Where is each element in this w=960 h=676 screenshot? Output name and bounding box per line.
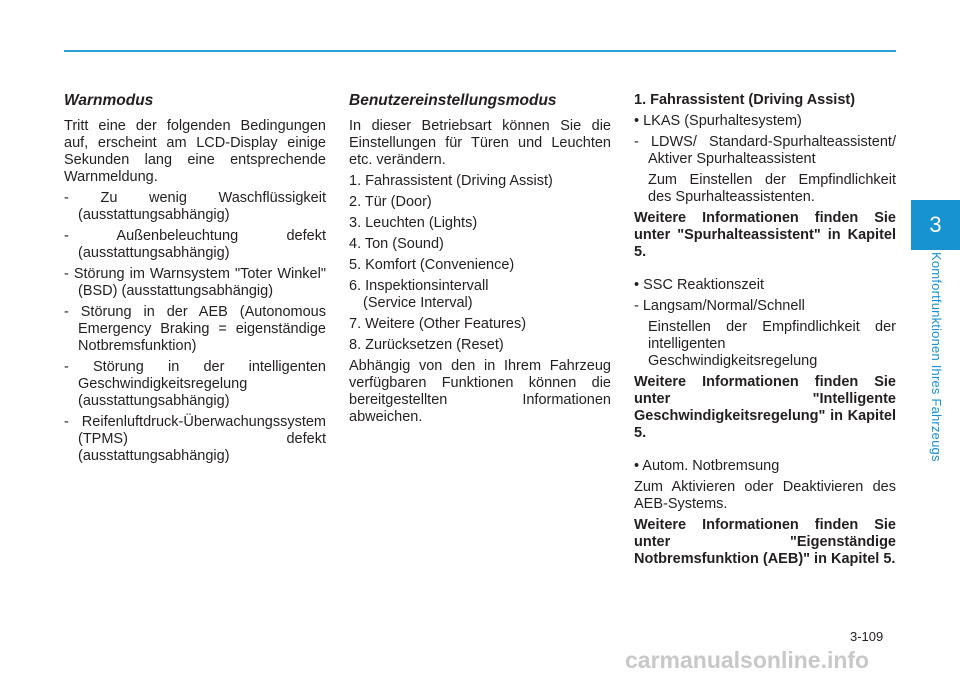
ssc-reference: Weitere Informationen finden Sie unter "Intelligente Geschwindigkeitsregelung" in Kapitel 5. <box>634 374 896 441</box>
warn-item: - Außenbeleuchtung defekt (ausstattungsabhängig) <box>64 228 326 261</box>
ldws-option: - LDWS/ Standard-Spurhalteassistent/ Aktiver Spurhalteassistent <box>634 134 896 167</box>
warnmodus-intro: Tritt eine der folgenden Bedingungen auf, erscheint am LCD-Display einige Sekunden lang eine entsprechende Warnmeldung. <box>64 118 326 185</box>
warn-item: - Reifenluftdruck-Überwachungssystem (TPMS) defekt (ausstattungsabhängig) <box>64 414 326 464</box>
warn-item: - Zu wenig Waschflüssigkeit (ausstattungsabhängig) <box>64 190 326 223</box>
menu-item: 2. Tür (Door) <box>349 194 432 210</box>
column-benutzereinstellungen <box>349 92 611 430</box>
column-fahrassistent <box>634 92 896 572</box>
lkas-bullet: • LKAS (Spurhaltesystem) <box>634 113 802 129</box>
menu-item: 6. Inspektionsintervall <box>349 278 489 294</box>
menu-item: 8. Zurücksetzen (Reset) <box>349 337 504 353</box>
ldws-description: Zum Einstellen der Empfindlichkeit des Spurhalteassistenten. <box>648 172 896 205</box>
warn-item: - Störung in der intelligenten Geschwindigkeitsregelung (ausstattungsabhängig) <box>64 359 326 409</box>
column-warnmodus <box>64 92 326 469</box>
menu-item-sub: (Service Interval) <box>363 295 473 311</box>
aeb-bullet: • Autom. Notbremsung <box>634 458 780 474</box>
menu-item: 3. Leuchten (Lights) <box>349 215 478 231</box>
benutzer-intro: In dieser Betriebsart können Sie die Einstellungen für Türen und Leuchten etc. verändern. <box>349 118 611 168</box>
chapter-number-tab: 3 <box>911 200 960 250</box>
aeb-description: Zum Aktivieren oder Deaktivieren des AEB-Systems. <box>634 479 896 512</box>
spacer <box>634 265 896 277</box>
menu-item: 7. Weitere (Other Features) <box>349 316 527 332</box>
menu-item: 1. Fahrassistent (Driving Assist) <box>349 173 553 189</box>
ldws-reference: Weitere Informationen finden Sie unter "Spurhalteassistent" in Kapitel 5. <box>634 210 896 260</box>
watermark: carmanualsonline.info <box>625 647 870 673</box>
aeb-reference: Weitere Informationen finden Sie unter "Eigenständige Notbremsfunktion (AEB)" in Kapitel 5. <box>634 517 896 567</box>
page-number: 3-109 <box>850 629 884 644</box>
heading-benutzereinstellungsmodus: Benutzereinstellungsmodus <box>349 92 557 109</box>
ssc-option: - Langsam/Normal/Schnell <box>634 298 805 314</box>
ssc-description: Einstellen der Empfindlichkeit der intelligenten Geschwindigkeitsregelung <box>648 319 896 369</box>
header-rule <box>64 50 896 52</box>
heading-fahrassistent: 1. Fahrassistent (Driving Assist) <box>634 92 856 108</box>
menu-item: 5. Komfort (Convenience) <box>349 257 515 273</box>
warn-item: - Störung im Warnsystem "Toter Winkel" (BSD) (ausstattungsabhängig) <box>64 266 326 299</box>
spacer <box>634 446 896 458</box>
warn-item: - Störung in der AEB (Autonomous Emergency Braking = eigenständige Notbremsfunktion) <box>64 304 326 354</box>
benutzer-outro: Abhängig von den in Ihrem Fahrzeug verfügbaren Funktionen können die bereitgestellten Informationen abweichen. <box>349 358 611 425</box>
menu-item: 4. Ton (Sound) <box>349 236 444 252</box>
heading-warnmodus: Warnmodus <box>64 92 154 109</box>
ssc-bullet: • SSC Reaktionszeit <box>634 277 764 293</box>
chapter-side-title: Komfortfunktionen Ihres Fahrzeugs <box>929 252 944 462</box>
